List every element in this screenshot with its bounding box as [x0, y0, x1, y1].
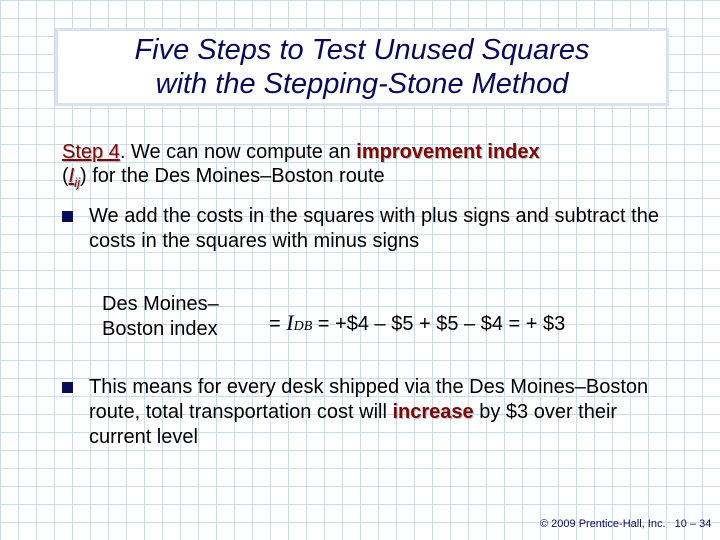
bullet-text-2: This means for every desk shipped via the Des Moines–Boston route, total transportation cost will increase by $3 over their current level	[89, 376, 649, 448]
improvement-index-term: improvement index	[356, 141, 540, 163]
step-heading	[62, 140, 540, 195]
paren-close: )	[80, 165, 87, 187]
page-number: 10 – 34	[674, 518, 712, 530]
copyright-text: © 2009 Prentice-Hall, Inc.	[540, 518, 666, 530]
paren-open: (	[62, 165, 69, 187]
step-text: . We can now compute an	[119, 141, 357, 163]
bullet-square-icon	[62, 211, 73, 222]
title-box	[55, 28, 669, 106]
bullet-item-2	[62, 375, 652, 450]
step-label: Step 4	[62, 141, 120, 163]
title-line-1: Five Steps to Test Unused Squares	[134, 34, 590, 66]
bullet-square-icon	[62, 382, 73, 393]
increase-term: increase	[392, 401, 474, 423]
title-line-2: with the Stepping-Stone Method	[155, 68, 569, 100]
bullet-text-1: We add the costs in the squares with plus signs and subtract the costs in the squares with minus signs	[89, 205, 659, 252]
formula-label: Des Moines– Boston index	[102, 293, 219, 340]
index-symbol: $I_{ij}$	[68, 165, 81, 190]
bullet-item-1	[62, 204, 662, 254]
footer	[540, 518, 711, 530]
formula-equation: = IDB = +$4 – $5 + $5 – $4 = + $3	[269, 310, 566, 335]
formula-block	[102, 292, 566, 342]
step-route-text: for the Des Moines–Boston route	[86, 165, 385, 187]
